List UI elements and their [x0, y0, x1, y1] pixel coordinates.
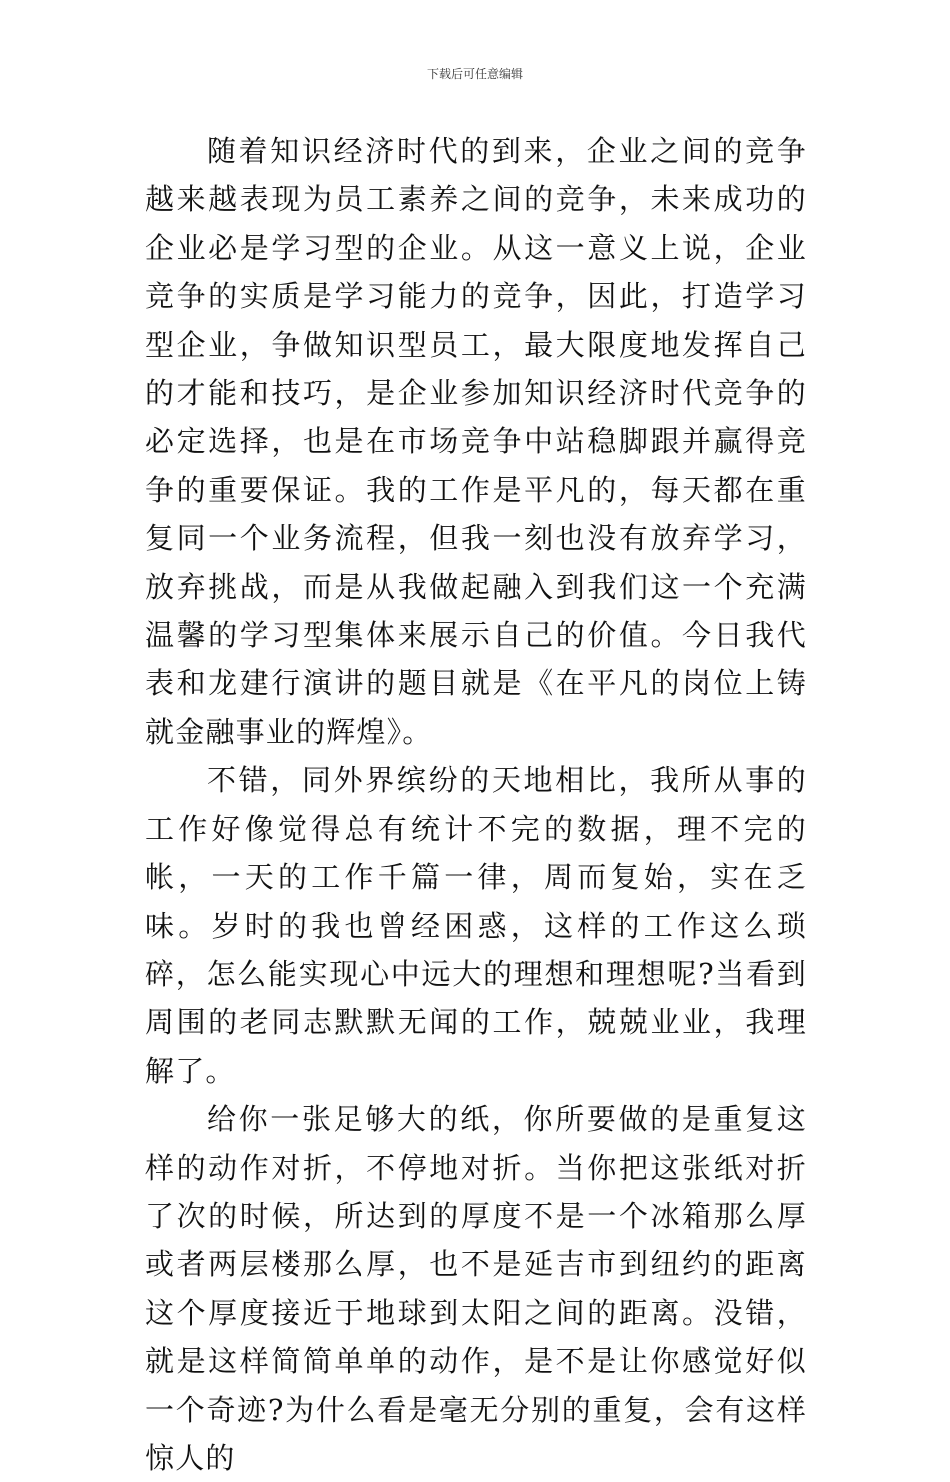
paragraph-2: 不错，同外界缤纷的天地相比，我所从事的工作好像觉得总有统计不完的数据，理不完的帐，一天的工作千篇一律，周而复始，实在乏味。岁时的我也曾经困惑，这样的工作这么琐碎，怎么能实现心中远大的理想和理想呢?当看到周围的老同志默默无闻的工作，兢兢业业，我理解了。 — [145, 763, 807, 1088]
body-text — [145, 127, 807, 1482]
paragraph-3: 给你一张足够大的纸，你所要做的是重复这样的动作对折，不停地对折。当你把这张纸对折了次的时候，所达到的厚度不是一个冰箱那么厚或者两层楼那么厚，也不是延吉市到纽约的距离这个厚度接近于地球到太阳之间的距离。没错，就是这样简简单单的动作，是不是让你感觉好似一个奇迹?为什么看是毫无分别的重复，会有这样惊人的 — [145, 1102, 807, 1475]
page-header-note: 下载后可任意编辑 — [426, 67, 523, 81]
paragraph-1: 随着知识经济时代的到来，企业之间的竞争越来越表现为员工素养之间的竞争，未来成功的企业必是学习型的企业。从这一意义上说，企业竞争的实质是学习能力的竞争，因此，打造学习型企业，争做知识型员工，最大限度地发挥自己的才能和技巧，是企业参加知识经济时代竞争的必定选择，也是在市场竞争中站稳脚跟并赢得竞争的重要保证。我的工作是平凡的，每天都在重复同一个业务流程，但我一刻也没有放弃学习，放弃挑战，而是从我做起融入到我们这一个充满温馨的学习型集体来展示自己的价值。今日我代表和龙建行演讲的题目就是《在平凡的岗位上铸就金融事业的辉煌》。 — [145, 134, 807, 749]
